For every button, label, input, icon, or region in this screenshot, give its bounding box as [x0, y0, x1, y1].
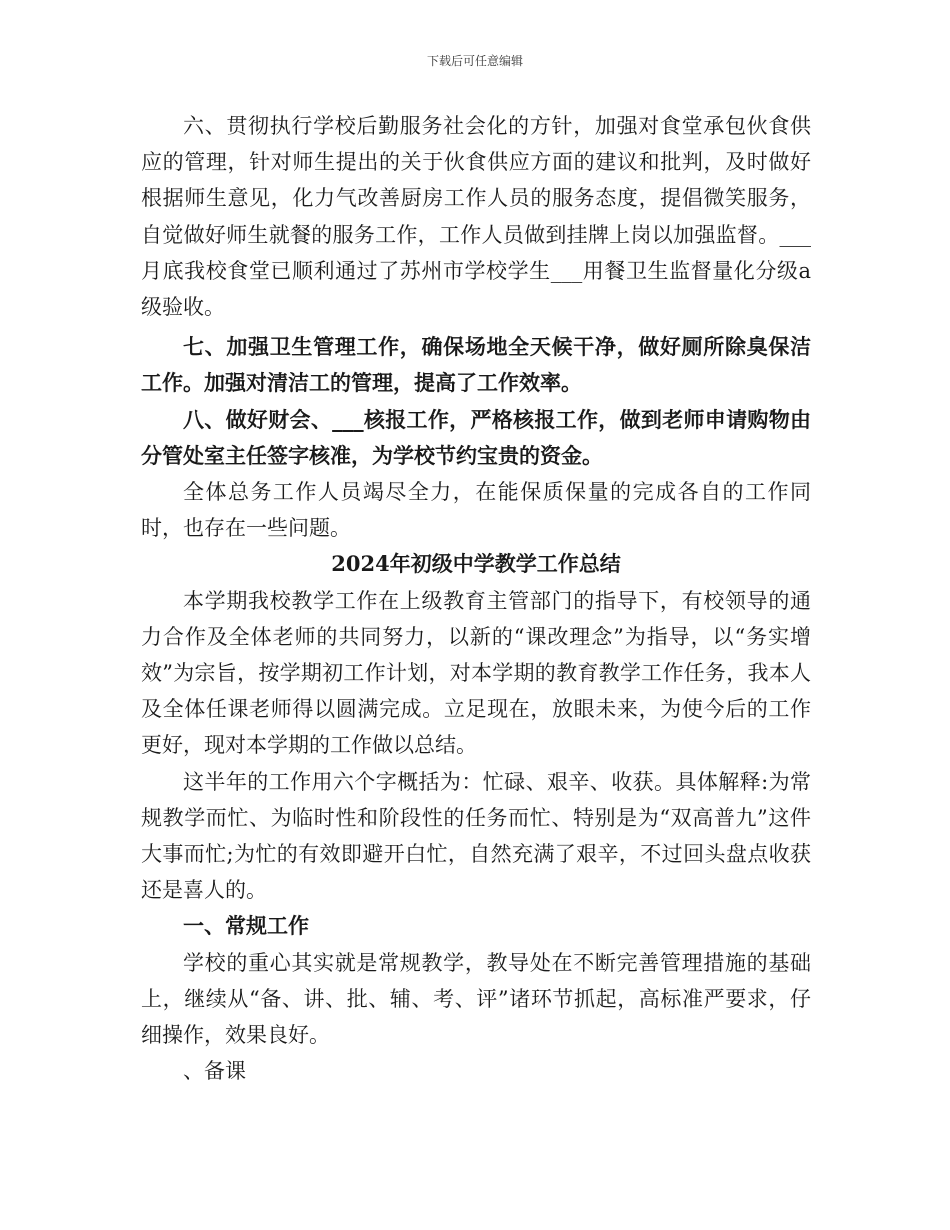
page-header-note: 下载后可任意编辑: [426, 54, 523, 68]
paragraph-staff: 全体总务工作人员竭尽全力，在能保质保量的完成各自的工作同时，也存在一些问题。: [141, 480, 811, 541]
paragraph-intro: 本学期我校教学工作在上级教育主管部门的指导下，有校领导的通力合作及全体老师的共同努力，以新的“课改理念”为指导，以“务实增效”为宗旨，按学期初工作计划，对本学期的教育教学工作任务，我本人及全体任课老师得以圆满完成。立足现在，放眼未来，为使今后的工作更好，现对本学期的工作做以总结。: [141, 588, 811, 758]
heading-routine-work: 一、常规工作: [183, 913, 309, 939]
paragraph-summary: 这半年的工作用六个字概括为：忙碌、艰辛、收获。具体解释:为常规教学而忙、为临时性和阶段性的任务而忙、特别是为“双高普九”这件大事而忙;为忙的有效即避开白忙，自然充满了艰辛，不过回头盘点收获还是喜人的。: [141, 769, 811, 903]
paragraph-six: 六、贯彻执行学校后勤服务社会化的方针，加强对食堂承包伙食供应的管理，针对师生提出的关于伙食供应方面的建议和批判，及时做好根据师生意见，化力气改善厨房工作人员的服务态度，提倡微笑服务，自觉做好师生就餐的服务工作，工作人员做到挂牌上岗以加强监督。___月底我校食堂已顺利通过了苏州市学校学生___用餐卫生监督量化分级a级验收。: [141, 114, 811, 320]
paragraph-eight: 八、做好财会、___核报工作，严格核报工作，做到老师申请购物由分管处室主任签字核准，为学校节约宝贵的资金。: [141, 406, 811, 468]
paragraph-routine: 学校的重心其实就是常规教学，教导处在不断完善管理措施的基础上，继续从“备、讲、批、辅、考、评”诸环节抓起，高标准严要求，仔细操作，效果良好。: [141, 950, 811, 1048]
heading-lesson-prep: 、备课: [183, 1059, 246, 1084]
paragraph-seven: 七、加强卫生管理工作，确保场地全天候干净，做好厕所除臭保洁工作。加强对清洁工的管理，提高了工作效率。: [141, 334, 811, 396]
section-title: 2024年初级中学教学工作总结: [331, 551, 621, 577]
document-body: [141, 108, 811, 1089]
